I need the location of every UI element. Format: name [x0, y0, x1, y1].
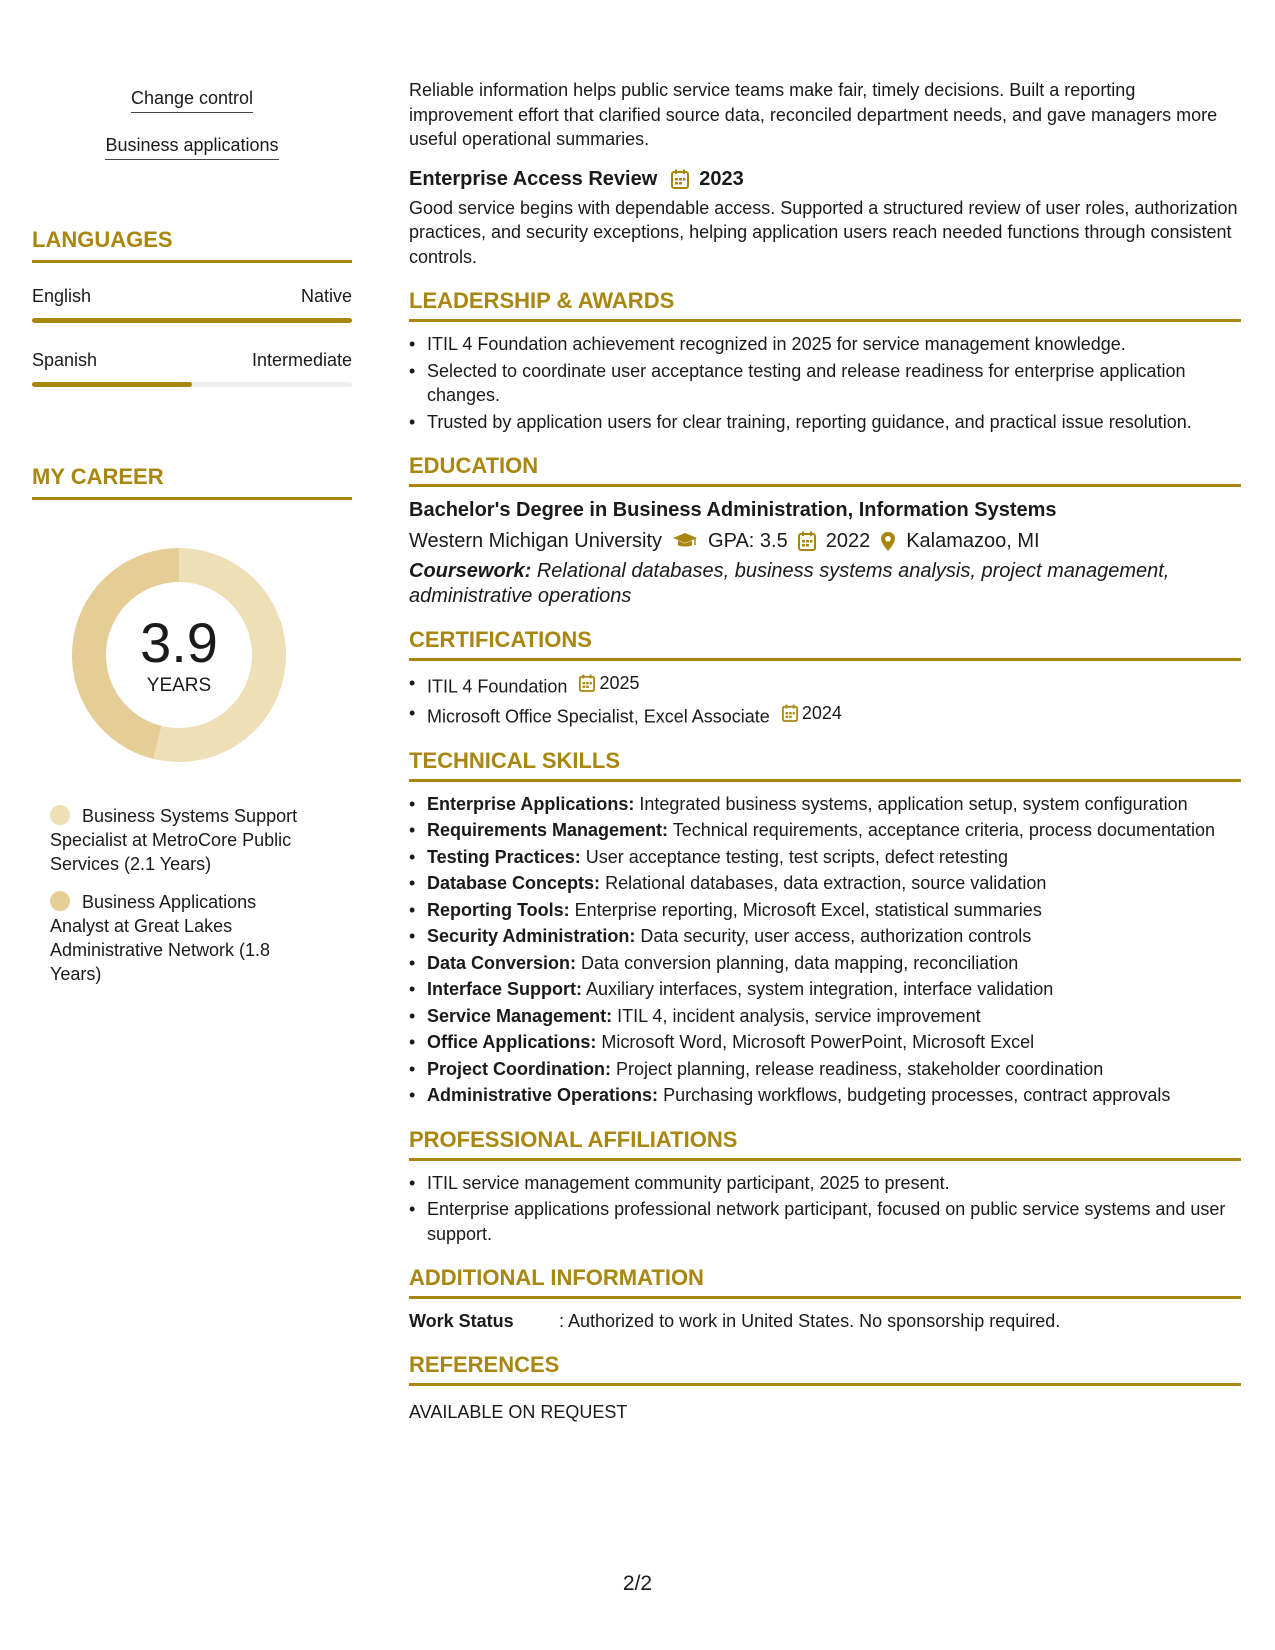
- list-item: [409, 701, 1241, 729]
- work-status-value: : Authorized to work in United States. No sponsorship required.: [559, 1311, 1061, 1331]
- language-proficiency-fill: [32, 318, 352, 323]
- technical-skills-heading: TECHNICAL SKILLS: [409, 747, 1241, 782]
- skill-tags: [32, 86, 352, 180]
- list-item: [409, 924, 1241, 949]
- skill-category: Security Administration:: [427, 926, 636, 946]
- certification-name: ITIL 4 Foundation: [427, 676, 568, 697]
- skill-values: Purchasing workflows, budgeting processes, contract approvals: [663, 1085, 1171, 1105]
- calendar-icon: [671, 169, 689, 189]
- skill-category: Project Coordination:: [427, 1058, 611, 1079]
- career-total-unit: YEARS: [146, 675, 212, 696]
- leadership-list: [409, 332, 1241, 434]
- list-item: [409, 671, 1241, 699]
- certifications-heading: CERTIFICATIONS: [409, 626, 1241, 661]
- list-item: • Trusted by application users for clear training, reporting guidance, and practical issue resolution.: [409, 410, 1241, 435]
- skill-values: Relational databases, data extraction, source validation: [605, 873, 1047, 893]
- intro-paragraph: Reliable information helps public service teams make fair, timely decisions. Built a reporting improvement effort that clarified source data, reconciled department needs, and gave managers more useful operational summaries.: [409, 80, 1218, 149]
- skill-values: ITIL 4, incident analysis, service improvement: [617, 1005, 981, 1026]
- language-proficiency-fill: [32, 382, 192, 387]
- list-item: [409, 792, 1241, 817]
- affiliations-list: [409, 1171, 1241, 1247]
- list-item: [409, 1057, 1241, 1082]
- legend-dot: [50, 805, 70, 825]
- skill-values: User acceptance testing, test scripts, defect retesting: [585, 846, 1008, 867]
- skill-values: Enterprise reporting, Microsoft Excel, statistical summaries: [574, 899, 1042, 920]
- language-item: [32, 285, 352, 323]
- career-heading: MY CAREER: [32, 463, 352, 500]
- skill-values: Project planning, release readiness, stakeholder coordination: [616, 1058, 1104, 1079]
- education-coursework: [409, 559, 1241, 608]
- calendar-icon: [798, 531, 816, 551]
- list-item: [409, 1083, 1241, 1108]
- languages-section: [32, 226, 352, 387]
- affiliations-heading: PROFESSIONAL AFFILIATIONS: [409, 1126, 1241, 1161]
- skill-values: Data conversion planning, data mapping, reconciliation: [581, 952, 1019, 973]
- language-proficiency-bar: [32, 382, 352, 387]
- list-item: [409, 845, 1241, 870]
- graduation-cap-icon: [672, 532, 698, 550]
- skill-tag: Change control: [131, 86, 253, 113]
- list-item: • Selected to coordinate user acceptance testing and release readiness for enterprise application changes.: [409, 359, 1241, 408]
- donut-center: [64, 540, 294, 770]
- list-item: • ITIL service management community participant, 2025 to present.: [409, 1171, 1241, 1196]
- list-item: [409, 898, 1241, 923]
- skill-values: Technical requirements, acceptance criteria, process documentation: [672, 820, 1216, 840]
- skill-category: Requirements Management:: [427, 820, 669, 840]
- project-description: Good service begins with dependable access. Supported a structured review of user roles, authorization practices, and security exceptions, helping application users reach needed functions through consistent controls.: [409, 197, 1238, 267]
- page-number: 2/2: [622, 1572, 653, 1595]
- skill-category: Enterprise Applications:: [427, 793, 635, 814]
- references-text: AVAILABLE ON REQUEST: [409, 1402, 628, 1422]
- list-item: • ITIL 4 Foundation achievement recognized in 2025 for service management knowledge.: [409, 332, 1241, 357]
- career-role-text: Business Systems Support Specialist at MetroCore Public Services (2.1 Years): [50, 806, 298, 874]
- language-proficiency-bar: [32, 318, 352, 323]
- career-legend-item: [50, 890, 302, 986]
- language-name: Spanish: [32, 350, 98, 370]
- skill-category: Service Management:: [427, 1005, 613, 1026]
- list-item: [409, 977, 1241, 1002]
- list-item: [409, 951, 1241, 976]
- career-section: [32, 463, 352, 986]
- language-item: [32, 349, 352, 387]
- calendar-icon: [579, 674, 595, 692]
- education-school: Western Michigan University: [409, 530, 663, 552]
- skill-category: Interface Support:: [427, 979, 583, 999]
- calendar-icon: [782, 704, 798, 722]
- leadership-heading: LEADERSHIP & AWARDS: [409, 287, 1241, 322]
- career-legend-item: [50, 804, 302, 876]
- education-year: 2022: [825, 530, 871, 552]
- certifications-list: [409, 671, 1241, 729]
- legend-dot: [50, 891, 70, 911]
- languages-heading: LANGUAGES: [32, 226, 352, 263]
- skill-category: Data Conversion:: [427, 952, 577, 973]
- list-item: • Enterprise applications professional network participant, focused on public service systems and user support.: [409, 1197, 1241, 1246]
- project-year: 2023: [699, 167, 744, 190]
- career-donut-chart: [64, 540, 294, 770]
- language-name: English: [32, 286, 92, 306]
- additional-info-heading: ADDITIONAL INFORMATION: [409, 1264, 1241, 1299]
- education-details: [409, 528, 1241, 554]
- skill-values: Data security, user access, authorization controls: [640, 926, 1032, 946]
- skill-values: Auxiliary interfaces, system integration, interface validation: [586, 979, 1054, 999]
- education-gpa: GPA: 3.5: [708, 530, 788, 552]
- language-level: Intermediate: [251, 350, 352, 370]
- skill-values: Microsoft Word, Microsoft PowerPoint, Microsoft Excel: [601, 1032, 1035, 1052]
- list-item: [409, 871, 1241, 896]
- project-title-row: [409, 166, 1241, 192]
- skill-tag: Business applications: [105, 133, 278, 160]
- certification-name: Microsoft Office Specialist, Excel Associate: [427, 706, 770, 726]
- sidebar: [32, 86, 352, 1000]
- work-status-label: Work Status: [409, 1311, 514, 1331]
- coursework-text: Relational databases, business systems analysis, project management, administrative operations: [409, 560, 1170, 607]
- references-heading: REFERENCES: [409, 1351, 1241, 1386]
- main-content: [409, 78, 1241, 1424]
- skill-category: Testing Practices:: [427, 846, 581, 867]
- career-legend: [32, 804, 302, 986]
- career-role-text: Business Applications Analyst at Great Lakes Administrative Network (1.8 Years): [50, 892, 271, 984]
- work-status-row: [409, 1309, 1241, 1333]
- skill-category: Office Applications:: [427, 1032, 597, 1052]
- education-degree: Bachelor's Degree in Business Administration, Information Systems: [409, 499, 1057, 521]
- education-location: Kalamazoo, MI: [906, 530, 1040, 552]
- list-item: [409, 1030, 1241, 1055]
- certification-year: 2025: [599, 673, 640, 693]
- list-item: [409, 818, 1241, 843]
- certification-year: 2024: [801, 702, 842, 723]
- location-pin-icon: [880, 531, 896, 552]
- skill-values: Integrated business systems, application setup, system configuration: [639, 793, 1188, 814]
- project-title: Enterprise Access Review: [409, 167, 658, 190]
- skill-category: Reporting Tools:: [427, 899, 570, 920]
- list-item: [409, 1004, 1241, 1029]
- technical-skills-list: [409, 792, 1241, 1108]
- language-level: Native: [300, 286, 352, 306]
- skill-category: Database Concepts:: [427, 873, 601, 893]
- education-heading: EDUCATION: [409, 452, 1241, 487]
- skill-category: Administrative Operations:: [427, 1085, 659, 1105]
- coursework-label: Coursework:: [409, 560, 532, 582]
- career-total-value: 3.9: [140, 611, 218, 674]
